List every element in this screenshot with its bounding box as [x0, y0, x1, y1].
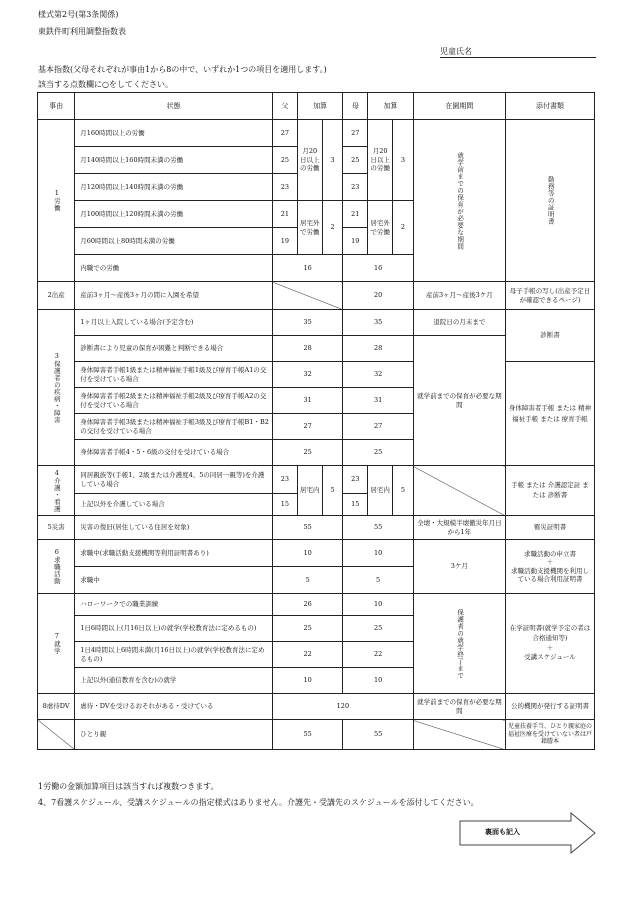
- period-single-na: [413, 720, 505, 750]
- period-care-na: [413, 466, 505, 516]
- period-job: 3ケ月: [413, 540, 505, 594]
- reason-disaster: 5災害: [38, 516, 75, 540]
- add-20days-score-father[interactable]: 3: [322, 120, 343, 201]
- father-score[interactable]: 15: [273, 494, 298, 516]
- col-reason: 事由: [38, 93, 75, 120]
- docs-single: 児童扶養手当、ひとり親家庭の福祉医療を受けていない者は戸籍謄本: [505, 720, 594, 750]
- mother-score[interactable]: 25: [343, 440, 413, 466]
- reason-school: 7就学: [38, 594, 75, 694]
- col-docs: 添付書類: [505, 93, 594, 120]
- reason-care: 4介護・看護: [38, 466, 75, 516]
- instruction-basic-index: 基本指数(父母それぞれが事由1から8の中で、いずれか1つの項目を適用します。): [38, 65, 327, 74]
- father-score[interactable]: 35: [273, 310, 343, 336]
- father-score[interactable]: 22: [273, 642, 343, 668]
- mother-score[interactable]: 10: [343, 594, 413, 616]
- col-period: 在園期間: [413, 93, 505, 120]
- add-outside-score-father[interactable]: 2: [322, 201, 343, 255]
- add-inhome-label-father: 居宅内: [297, 466, 322, 516]
- mother-score[interactable]: 19: [343, 228, 368, 255]
- father-score[interactable]: 31: [273, 388, 343, 414]
- status-cell: 1日6時間以上(月16日以上)の就学(学校教育法に定めるもの): [75, 616, 273, 642]
- docs-abuse: 公的機関が発行する証明書: [505, 694, 594, 720]
- footer-note-labor: 1労働の金額加算項目は該当すれば複数つきます。: [38, 782, 219, 791]
- status-cell: ハローワークでの職業訓練: [75, 594, 273, 616]
- docs-diagnosis: 診断書: [505, 310, 594, 362]
- status-cell: 月100時間以上120時間未満の労働: [75, 201, 273, 228]
- mother-score[interactable]: 15: [343, 494, 368, 516]
- status-cell: 月160時間以上の労働: [75, 120, 273, 147]
- add-inhome-label-mother: 居宅内: [368, 466, 393, 516]
- father-score[interactable]: 26: [273, 594, 343, 616]
- abuse-score[interactable]: 120: [273, 694, 414, 720]
- mother-score[interactable]: 32: [343, 362, 413, 388]
- mother-score[interactable]: 55: [343, 720, 413, 750]
- add-20days-label-father: 月20日以上の労働: [297, 120, 322, 201]
- col-mother: 母: [343, 93, 368, 120]
- reason-labor: 1労働: [38, 120, 75, 282]
- col-add-mother: 加算: [368, 93, 414, 120]
- reason-illness: 3保護者の疾病・障害: [38, 310, 75, 466]
- status-cell: 1日4時間以上6時間未満(月16日以上)の就学(学校教育法に定めるもの): [75, 642, 273, 668]
- reason-job: 6求職活動: [38, 540, 75, 594]
- period-illness: 就学前までの保育が必要な期間: [413, 336, 505, 466]
- status-cell: 身体障害者手帳4・5・6級の交付を受けている場合: [75, 440, 273, 466]
- period-disaster: 全壊・大規模半壊撤災年月日から1年: [413, 516, 505, 540]
- father-score[interactable]: 25: [273, 147, 298, 174]
- form-number: 様式第2号(第3条関係): [38, 10, 119, 19]
- status-cell: 産前3ヶ月～産後3ヶ月の間に入園を希望: [75, 282, 273, 310]
- mother-score[interactable]: 10: [343, 540, 413, 567]
- period-school: 保護者の就学終了まで: [413, 594, 505, 694]
- add-inhome-score-mother[interactable]: 5: [393, 466, 414, 516]
- status-cell: 虐待・DVを受けるおそれがある・受けている: [75, 694, 273, 720]
- period-labor: 就学前までの保育が必要な期間: [413, 120, 505, 282]
- docs-care: 手帳 または 介護認定証 または 診断書: [505, 466, 594, 516]
- father-score[interactable]: 32: [273, 362, 343, 388]
- father-score[interactable]: 21: [273, 201, 298, 228]
- mother-score[interactable]: 23: [343, 466, 368, 494]
- docs-birth: 母子手帳の写し(出産予定日が確認できるページ): [505, 282, 594, 310]
- footer-note-schedule: 4、7看護スケジュール、受講スケジュールの指定様式はありません。介護先・受講先のスケジュールを添付してください。: [38, 798, 479, 807]
- reason-abuse: 8虐待DV: [38, 694, 75, 720]
- status-cell: ひとり親: [75, 720, 273, 750]
- father-na: [273, 282, 343, 310]
- status-cell: 身体障害者手帳2級または精神福祉手帳2級及び療育手帳A2の交付を受けている場合: [75, 388, 273, 414]
- status-cell: 診断書により児童の保育が困難と判断できる場合: [75, 336, 273, 362]
- mother-score[interactable]: 27: [343, 414, 413, 440]
- col-father: 父: [273, 93, 298, 120]
- father-score[interactable]: 5: [273, 567, 343, 594]
- father-score[interactable]: 25: [273, 616, 343, 642]
- mother-score[interactable]: 28: [343, 336, 413, 362]
- mother-score[interactable]: 10: [343, 668, 413, 694]
- status-cell: 求職中(求職活動支援機関等利用証明書あり): [75, 540, 273, 567]
- father-score[interactable]: 23: [273, 174, 298, 201]
- father-score[interactable]: 27: [273, 120, 298, 147]
- mother-score[interactable]: 27: [343, 120, 368, 147]
- father-score[interactable]: 55: [273, 516, 343, 540]
- instruction-circle: 該当する点数欄に○をしてください。: [38, 80, 173, 89]
- page-title: 東鉄件町利用調整指数表: [38, 27, 126, 36]
- docs-certificates: 身体障害者手帳 または 精神福祉手帳 または 療育手帳: [505, 362, 594, 466]
- mother-score[interactable]: 23: [343, 174, 368, 201]
- period-abuse: 就学前までの保育が必要な期間: [413, 694, 505, 720]
- docs-disaster: 罹災証明書: [505, 516, 594, 540]
- period-hospital: 退院日の月末まで: [413, 310, 505, 336]
- docs-job: 求職活動の申立書 ＋ 求職活動支援機関を利用している場合利用証明書: [505, 540, 594, 594]
- status-cell: 上記以外(通信教育を含む)の就学: [75, 668, 273, 694]
- mother-score[interactable]: 55: [343, 516, 413, 540]
- col-add-father: 加算: [297, 93, 343, 120]
- mother-score[interactable]: 22: [343, 642, 413, 668]
- add-inhome-score-father[interactable]: 5: [322, 466, 343, 516]
- status-cell: 災害の復旧(居住している住居を対象): [75, 516, 273, 540]
- mother-score[interactable]: 25: [343, 147, 368, 174]
- add-20days-label-mother: 月20日以上の労働: [368, 120, 393, 201]
- see-back-label: 裏面も記入: [485, 827, 520, 836]
- status-cell: 身体障害者手帳3級または精神福祉手帳3級及び療育手帳B1・B2の交付を受けている場合: [75, 414, 273, 440]
- add-outside-score-mother[interactable]: 2: [393, 201, 414, 255]
- status-cell: 身体障害者手帳1級または精神福祉手帳1級及び療育手帳A1の交付を受けている場合: [75, 362, 273, 388]
- mother-score[interactable]: 31: [343, 388, 413, 414]
- arrow-right-icon: [459, 812, 596, 854]
- docs-school: 在学証明書(就学予定の者は合格通知等) ＋ 受講スケジュール: [505, 594, 594, 694]
- add-outside-label-mother: 居宅外で労働: [368, 201, 393, 255]
- status-cell: 同居親族等(手帳1、2級または介護度4、5の同居一親等)を介護している場合: [75, 466, 273, 494]
- father-score[interactable]: 25: [273, 440, 343, 466]
- status-cell: 月60時間以上80時間未満の労働: [75, 228, 273, 255]
- mother-score[interactable]: 35: [343, 310, 413, 336]
- reason-birth: 2出産: [38, 282, 75, 310]
- father-score[interactable]: 16: [273, 255, 343, 282]
- add-outside-label-father: 居宅外で労働: [297, 201, 322, 255]
- status-cell: 上記以外を介護している場合: [75, 494, 273, 516]
- adjustment-index-table: [37, 92, 595, 750]
- mother-score[interactable]: 25: [343, 616, 413, 642]
- status-cell: 月140時間以上160時間未満の労働: [75, 147, 273, 174]
- mother-score[interactable]: 21: [343, 201, 368, 228]
- status-cell: 内職での労働: [75, 255, 273, 282]
- father-score[interactable]: 10: [273, 540, 343, 567]
- father-score[interactable]: 23: [273, 466, 298, 494]
- period-birth: 産前3ヶ月～産後3ケ月: [413, 282, 505, 310]
- mother-score[interactable]: 16: [343, 255, 413, 282]
- status-cell: 月120時間以上140時間未満の労働: [75, 174, 273, 201]
- reason-single-na: [38, 720, 75, 750]
- status-cell: 1ヶ月以上入院している場合(予定含む): [75, 310, 273, 336]
- father-score[interactable]: 19: [273, 228, 298, 255]
- father-score[interactable]: 55: [273, 720, 343, 750]
- father-score[interactable]: 10: [273, 668, 343, 694]
- mother-score[interactable]: 20: [343, 282, 413, 310]
- father-score[interactable]: 28: [273, 336, 343, 362]
- child-name-field[interactable]: [440, 57, 596, 58]
- mother-score[interactable]: 5: [343, 567, 413, 594]
- add-20days-score-mother[interactable]: 3: [393, 120, 414, 201]
- col-status: 状態: [75, 93, 273, 120]
- father-score[interactable]: 27: [273, 414, 343, 440]
- status-cell: 求職中: [75, 567, 273, 594]
- docs-labor: 勤務等の証明書: [505, 120, 594, 282]
- child-name-label: 児童氏名: [440, 47, 472, 56]
